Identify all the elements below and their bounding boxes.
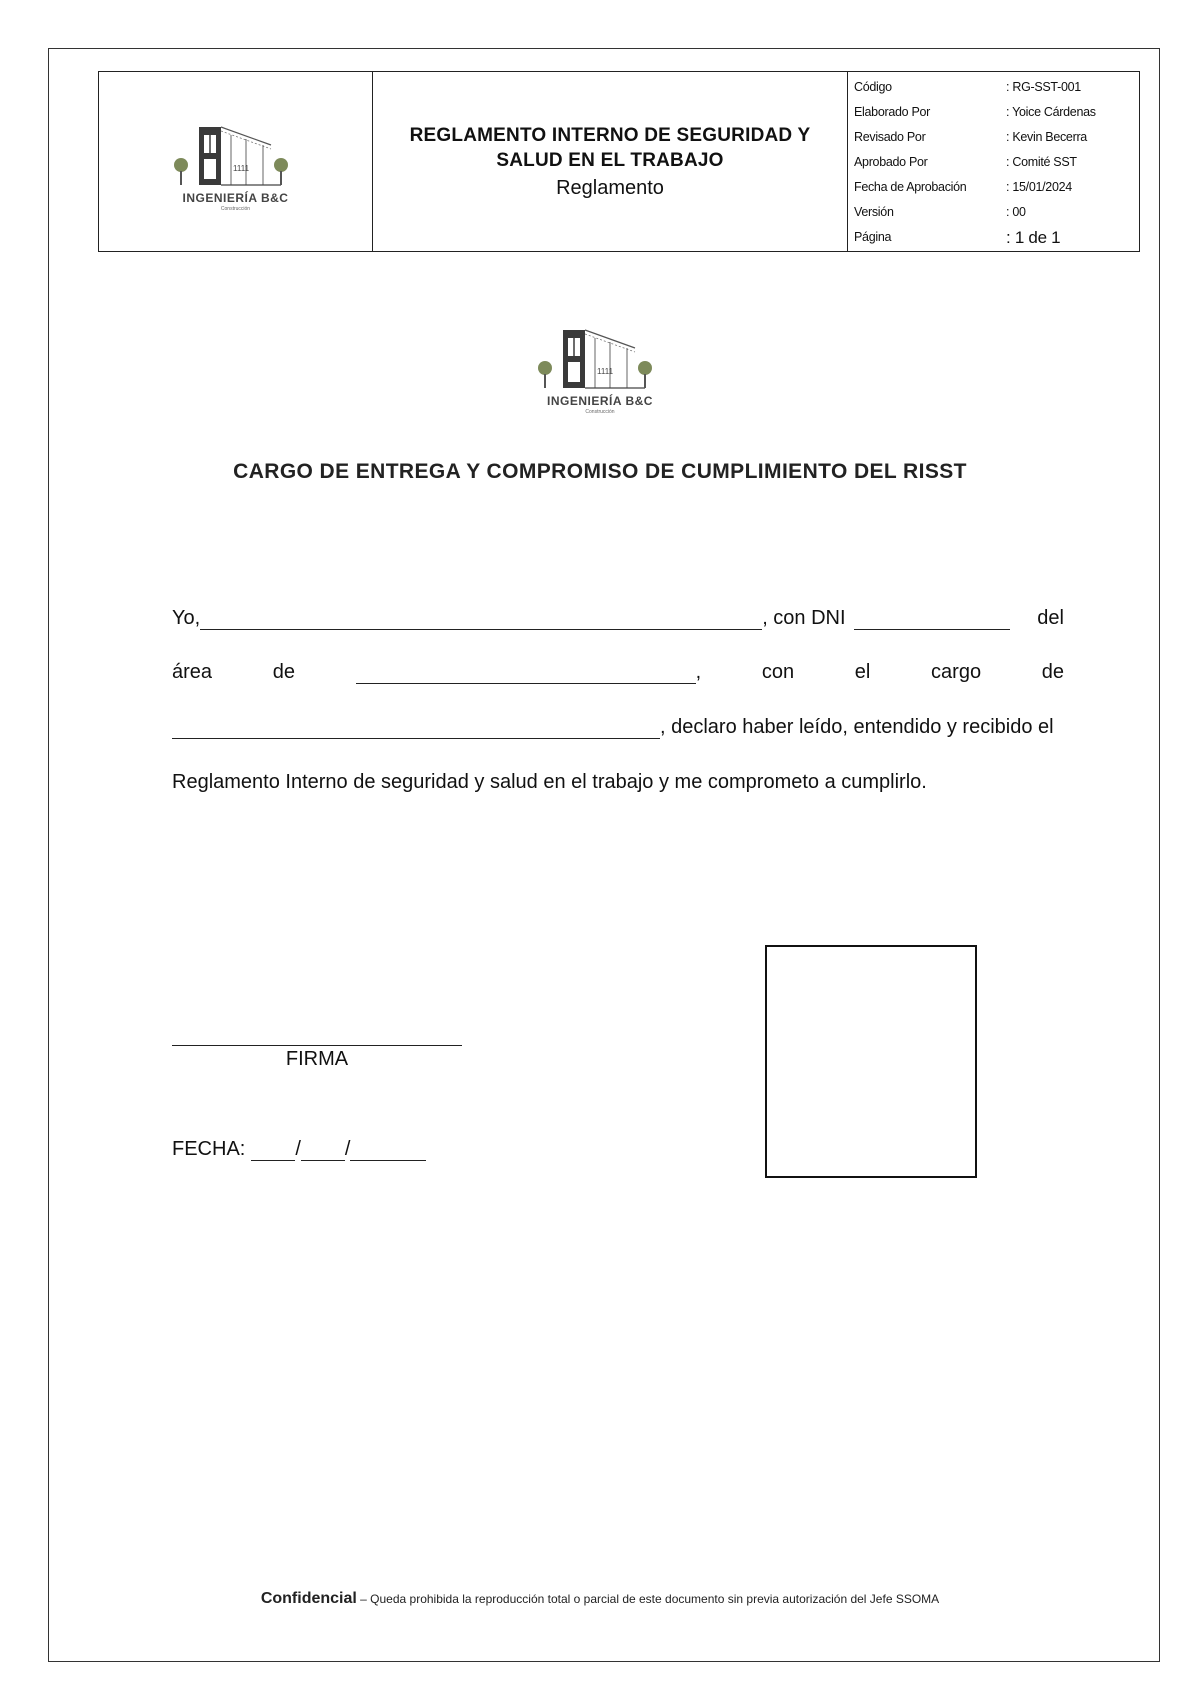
text-segment: ,: [695, 661, 702, 683]
meta-value: : Yoice Cárdenas: [1006, 105, 1096, 119]
text-segment: , con DNI: [762, 607, 846, 629]
meta-value: : RG-SST-001: [1006, 80, 1081, 94]
fingerprint-box: [765, 945, 977, 1178]
footer-bold: Confidencial: [260, 1590, 357, 1607]
meta-row: [854, 225, 1133, 250]
meta-row: [854, 175, 1133, 200]
text-segment: de: [1041, 661, 1064, 683]
company-logo: [171, 107, 301, 217]
name-blank-field[interactable]: [200, 605, 762, 630]
text-segment: el: [854, 661, 871, 683]
meta-key: Revisado Por: [854, 130, 926, 144]
signature-line[interactable]: [172, 1045, 462, 1046]
document-type: Reglamento: [556, 177, 664, 199]
text-segment: Yo,: [172, 607, 201, 629]
declaration-line-4: [172, 762, 1064, 794]
meta-value: : 1 de 1: [1006, 228, 1061, 247]
meta-key: Versión: [854, 205, 894, 219]
text-segment: de: [272, 661, 295, 683]
date-separator: /: [344, 1138, 351, 1160]
logo-company-name: INGENIERÍA B&C: [182, 190, 289, 205]
text-segment: área: [172, 661, 213, 683]
declaration-line-2: [172, 652, 1064, 684]
form-title: CARGO DE ENTREGA Y COMPROMISO DE CUMPLIMIENTO DEL RISST: [233, 460, 967, 483]
meta-key: Fecha de Aprobación: [854, 180, 967, 194]
date-year-blank[interactable]: [350, 1136, 426, 1161]
meta-row: [854, 125, 1133, 150]
signature-label: FIRMA: [285, 1048, 349, 1070]
company-logo: [535, 310, 665, 420]
area-blank-field[interactable]: [356, 659, 696, 684]
meta-key: Código: [854, 80, 892, 94]
meta-row: [854, 200, 1133, 225]
date-month-blank[interactable]: [301, 1136, 345, 1161]
dni-blank-field[interactable]: [854, 605, 1010, 630]
date-separator: /: [295, 1138, 301, 1160]
svg-text:1111: 1111: [232, 163, 249, 173]
document-header: [98, 71, 1140, 252]
logo-company-tagline: Construcción: [585, 409, 615, 415]
building-logo-icon: [171, 107, 301, 191]
footer-text: – Queda prohibida la reproducción total o parcial de este documento sin previa autorización del Jefe SSOMA: [356, 1592, 940, 1606]
logo-company-tagline: Construcción: [220, 205, 251, 212]
logo-company-name: INGENIERÍA B&C: [547, 394, 653, 408]
meta-row: [854, 100, 1133, 125]
meta-value: : Comité SST: [1006, 155, 1077, 169]
meta-value: : Kevin Becerra: [1006, 130, 1087, 144]
meta-key: Aprobado Por: [854, 155, 928, 169]
date-label: FECHA:: [172, 1138, 246, 1160]
meta-row: [854, 75, 1133, 100]
header-logo-cell: [99, 72, 373, 251]
text-segment: cargo: [931, 661, 982, 683]
meta-row: [854, 150, 1133, 175]
meta-key: Elaborado Por: [854, 105, 931, 119]
declaration-line-1: [172, 598, 1064, 630]
cargo-blank-field[interactable]: [172, 714, 660, 739]
meta-value: : 00: [1006, 205, 1026, 219]
date-day-blank[interactable]: [251, 1136, 295, 1161]
text-segment: , declaro haber leído, entendido y recibido el: [660, 716, 1054, 738]
meta-key: Página: [854, 230, 892, 244]
text-segment: con: [761, 661, 795, 683]
declaration-line-3: [172, 707, 1064, 739]
page-border: [48, 48, 1160, 1662]
date-field: [172, 1136, 426, 1161]
text-segment: Reglamento Interno de seguridad y salud en el trabajo y me comprometo a cumplirlo.: [172, 771, 927, 793]
header-title-cell: [373, 72, 848, 251]
confidential-footer: [0, 1590, 1200, 1608]
document-title: REGLAMENTO INTERNO DE SEGURIDAD Y SALUD EN EL TRABAJO: [409, 125, 811, 171]
header-meta-cell: [848, 72, 1139, 251]
center-logo: [535, 310, 665, 420]
building-logo-icon: [535, 310, 665, 394]
text-segment: del: [1037, 607, 1064, 629]
svg-text:1111: 1111: [597, 367, 614, 376]
meta-value: : 15/01/2024: [1006, 180, 1072, 194]
